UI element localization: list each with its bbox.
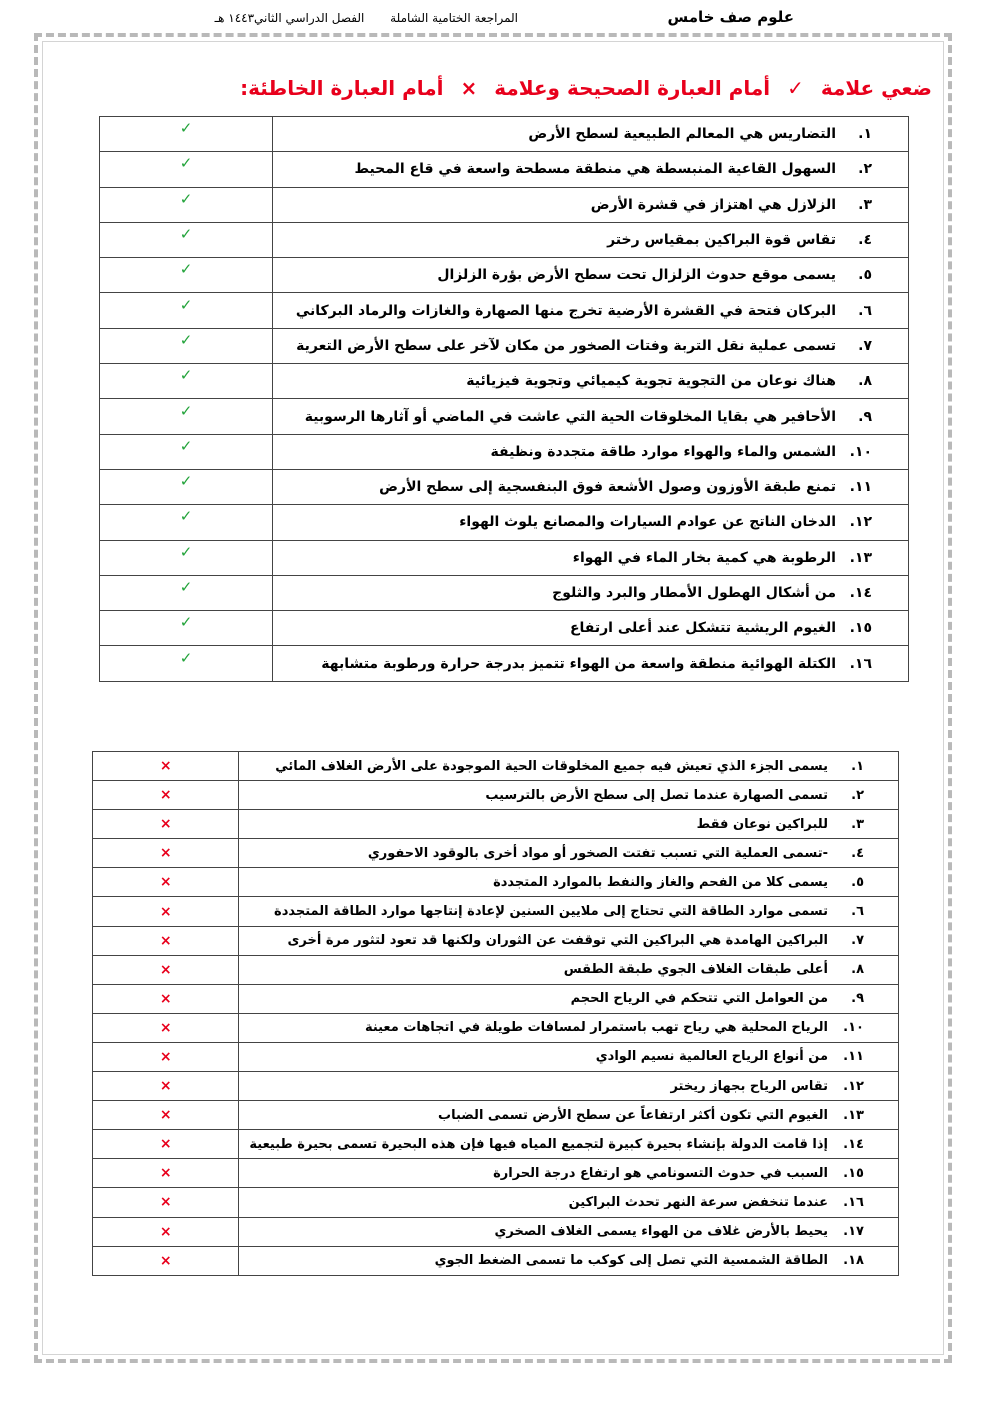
statement-cell [239,1159,899,1188]
statement-number: ١٠. [843,1020,864,1036]
statement-cell [239,1130,899,1159]
answer-cell [93,897,239,926]
statement-text: تسمى الصهارة عندما تصل إلى سطح الأرض بالترسيب [485,787,828,803]
answer-cell [100,187,273,222]
statement-row [93,1042,899,1071]
statement-number: ١٦. [849,655,872,672]
answer-cell [100,469,273,504]
cross-mark-icon: × [159,1223,172,1240]
statement-text: أعلى طبقات الغلاف الجوي طبقة الطقس [563,962,828,978]
statement-text: تقاس قوة البراكين بمقياس رختر [607,232,836,249]
statement-cell [239,1042,899,1071]
check-mark-icon: ✓ [179,436,193,455]
statement-row [100,540,909,575]
statement-number: ١٣. [849,549,872,566]
statement-row [100,364,909,399]
header-info [215,11,518,25]
statement-row [100,258,909,293]
statement-number: ٨. [858,373,872,390]
review-title: المراجعة الختامية الشاملة [390,11,518,25]
statement-row [100,187,909,222]
answer-cell [93,868,239,897]
answer-cell [93,752,239,781]
statement-number: ٧. [858,337,872,354]
statement-cell [239,1188,899,1217]
answer-cell [93,810,239,839]
statement-cell [273,187,909,222]
answer-cell [100,152,273,187]
answer-cell [93,1188,239,1217]
cross-mark-icon: × [159,1252,172,1269]
statement-row [100,434,909,469]
statement-cell [239,810,899,839]
statement-number: ١. [851,758,864,774]
statement-text: يسمى الجزء الذي تعيش فيه جميع المخلوقات الحية الموجودة على الأرض الغلاف المائي [275,758,828,774]
check-mark-icon: ✓ [179,401,193,420]
check-mark-icon: ✓ [179,507,193,526]
answer-cell [93,1101,239,1130]
term-label: الفصل الدراسي الثاني١٤٤٣ هـ [214,11,365,25]
statement-cell [273,540,909,575]
statement-cell [273,469,909,504]
statement-text: البركان فتحة في القشرة الأرضية تخرج منها الصهارة والغازات والرماد البركاني [295,302,836,319]
statement-text: الزلازل هي اهتزاز في قشرة الأرض [590,196,836,213]
cross-mark-icon: × [159,990,172,1007]
answer-cell [100,505,273,540]
statement-number: ١٥. [843,1165,864,1181]
statement-row [93,1217,899,1246]
statement-cell [239,1217,899,1246]
statement-row [100,222,909,257]
statement-cell [273,222,909,257]
statement-number: ٢. [851,787,864,803]
statement-text: يسمى كلا من الفحم والغاز والنفط بالموارد المتجددة [493,874,828,890]
statement-number: ٨. [851,962,864,978]
statement-row [93,839,899,868]
statement-row [93,926,899,955]
statement-text: تسمى عملية نقل التربة وفتات الصخور من مكان لآخر على سطح الأرض التعرية [296,337,836,354]
statement-text: الرياح المحلية هي رياح تهب باستمرار لمسافات طويلة في اتجاهات معينة [364,1020,828,1036]
answer-cell [93,1042,239,1071]
answer-cell [93,1246,239,1275]
statement-text: هناك نوعان من التجوية تجوية كيميائي وتجوية فيزيائية [466,373,836,390]
statement-number: ١٣. [843,1107,864,1123]
statement-number: ١٤. [849,585,872,601]
statement-text: للبراكين نوعان فقط [696,816,828,832]
statement-text: الغيوم التي تكون أكثر ارتفاعاً عن سطح الأرض تسمى الضباب [438,1107,828,1123]
statement-number: ٦. [858,302,872,319]
check-mark-icon: ✓ [179,366,193,385]
statement-number: ١٤. [843,1136,864,1152]
statement-cell [273,293,909,328]
statement-text: البراكين الهامدة هي البراكين التي توقفت عن الثوران ولكنها قد تعود لتثور مرة أخرى [287,933,828,949]
statement-text: إذا قامت الدولة بإنشاء بحيرة كبيرة لتجميع المياه فيها فإن هذه البحيرة تسمى بحيرة طبيعية [249,1136,828,1152]
statement-cell [239,984,899,1013]
statement-row [100,611,909,646]
statement-cell [273,575,909,610]
cross-symbol-icon: × [460,76,478,100]
statement-number: ٤. [858,232,872,249]
statement-number: ٦. [851,904,864,920]
answer-cell [100,611,273,646]
statement-text: من العوامل التي تتحكم في الرياح الحجم [570,991,828,1007]
statement-cell [239,1246,899,1275]
statement-number: ١٢. [849,514,872,531]
answer-cell [93,984,239,1013]
statement-cell [239,926,899,955]
instruction-part3: أمام العبارة الخاطئة: [240,76,444,100]
statement-row [100,293,909,328]
statement-cell [239,868,899,897]
cross-mark-icon: × [159,816,172,833]
statement-text: عندما تنخفض سرعة النهر تحدث البراكين [568,1194,828,1210]
instruction [240,76,932,100]
cross-mark-icon: × [159,758,172,775]
check-mark-icon: ✓ [179,189,193,208]
answer-cell [100,117,273,152]
statement-row [93,1130,899,1159]
statement-row [93,897,899,926]
statement-row [100,152,909,187]
cross-mark-icon: × [159,787,172,804]
check-mark-icon: ✓ [179,472,193,491]
statement-text: من أشكال الهطول الأمطار والبرد والثلوج [552,585,836,601]
statement-number: ١. [858,126,872,143]
statement-number: ١٥. [849,620,872,637]
statement-cell [239,1072,899,1101]
check-mark-icon: ✓ [179,225,193,244]
check-mark-icon: ✓ [179,613,193,632]
cross-mark-icon: × [159,961,172,978]
statement-row [93,1101,899,1130]
statement-row [93,868,899,897]
statement-text: يسمى موقع حدوث الزلزال تحت سطح الأرض بؤرة الزلزال [437,267,836,284]
statement-number: ٣. [851,816,864,832]
cross-mark-icon: × [159,1136,172,1153]
statement-row [93,1246,899,1275]
statement-cell [239,897,899,926]
statement-number: ١٦. [843,1194,864,1210]
answer-cell [100,293,273,328]
true-statements-table [99,116,909,682]
statement-row [93,1159,899,1188]
statement-row [93,1013,899,1042]
statement-number: ٥. [851,874,864,890]
statement-text: السهول القاعية المنبسطة هي منطقة مسطحة واسعة في قاع المحيط [354,161,836,178]
statement-text: الشمس والماء والهواء موارد طاقة متجددة ونظيفة [490,443,836,460]
answer-cell [100,434,273,469]
check-mark-icon: ✓ [179,119,193,138]
answer-cell [93,1159,239,1188]
statement-text: الطاقة الشمسية التي تصل إلى كوكب ما تسمى الضغط الجوي [434,1253,828,1269]
statement-cell [273,328,909,363]
answer-cell [93,839,239,868]
answer-cell [93,1130,239,1159]
statement-row [93,1188,899,1217]
statement-cell [273,152,909,187]
statement-number: ٧. [851,933,864,949]
statement-number: ٩. [851,991,864,1007]
answer-cell [93,781,239,810]
statement-row [100,399,909,434]
statement-text: الدخان الناتج عن عوادم السيارات والمصانع يلوث الهواء [459,514,836,531]
statement-number: ٤. [851,845,864,861]
statement-number: ١٢. [843,1078,864,1094]
check-symbol-icon: ✓ [787,76,804,100]
check-mark-icon: ✓ [179,260,193,279]
statement-number: ٩. [858,408,872,425]
statement-number: ١٧. [843,1224,864,1240]
check-mark-icon: ✓ [179,295,193,314]
cross-mark-icon: × [159,845,172,862]
statement-cell [273,611,909,646]
cross-mark-icon: × [159,1194,172,1211]
cross-mark-icon: × [159,1107,172,1124]
statement-cell [273,364,909,399]
answer-cell [100,540,273,575]
statement-text: الغيوم الريشية تتشكل عند أعلى ارتفاع [569,620,836,637]
cross-mark-icon: × [159,903,172,920]
statement-cell [273,505,909,540]
statement-row [93,810,899,839]
statement-text: السبب في حدوث التسونامي هو ارتفاع درجة الحرارة [493,1165,828,1181]
check-mark-icon: ✓ [179,648,193,667]
cross-mark-icon: × [159,1165,172,1182]
statement-row [100,646,909,681]
answer-cell [100,328,273,363]
statement-number: ١١. [843,1049,864,1065]
cross-mark-icon: × [159,1048,172,1065]
statement-cell [239,1101,899,1130]
statement-cell [273,434,909,469]
answer-cell [93,1217,239,1246]
statement-cell [273,399,909,434]
statement-text: تسمى موارد الطاقة التي تحتاج إلى ملايين السنين لإعادة إنتاجها موارد الطاقة المتجددة [274,904,828,920]
statement-cell [239,1013,899,1042]
statement-text: التضاريس هي المعالم الطبيعية لسطح الأرض [528,126,836,143]
statement-row [93,955,899,984]
false-statements-table [92,751,899,1276]
statement-row [100,469,909,504]
statement-row [93,1072,899,1101]
statement-number: ١٠. [849,443,872,460]
check-mark-icon: ✓ [179,330,193,349]
answer-cell [100,646,273,681]
subject-title: علوم صف خامس [667,8,794,26]
cross-mark-icon: × [159,874,172,891]
statement-number: ١٨. [843,1253,864,1269]
answer-cell [100,399,273,434]
answer-cell [100,575,273,610]
statement-row [93,984,899,1013]
statement-cell [239,839,899,868]
answer-cell [93,926,239,955]
check-mark-icon: ✓ [179,542,193,561]
answer-cell [93,1072,239,1101]
statement-text: من أنواع الرياح العالمية نسيم الوادي [595,1049,828,1065]
statement-text: يحيط بالأرض غلاف من الهواء يسمى الغلاف الصخري [494,1224,828,1240]
statement-text: تمنع طبقة الأوزون وصول الأشعة فوق البنفسجية إلى سطح الأرض [379,479,836,496]
answer-cell [100,222,273,257]
answer-cell [93,955,239,984]
statement-row [100,575,909,610]
statement-row [93,781,899,810]
statement-number: ٥. [858,267,872,284]
statement-text: الأحافير هي بقايا المخلوقات الحية التي عاشت في الماضي أو آثارها الرسوبية [304,408,836,425]
statement-cell [273,117,909,152]
statement-text: -تسمى العملية التي تسبب تفتت الصخور أو مواد أخرى بالوقود الاحفوري [367,845,828,861]
answer-cell [100,258,273,293]
instruction-part2: أمام العبارة الصحيحة وعلامة [494,76,771,100]
statement-text: الرطوبة هي كمية بخار الماء في الهواء [572,549,836,566]
instruction-part1: ضعي علامة [820,76,932,100]
cross-mark-icon: × [159,1078,172,1095]
answer-cell [100,364,273,399]
answer-cell [93,1013,239,1042]
cross-mark-icon: × [159,932,172,949]
statement-cell [239,752,899,781]
statement-cell [273,646,909,681]
statement-text: الكتلة الهوائية منطقة واسعة من الهواء تتميز بدرجة حرارة ورطوبة متشابهة [321,655,836,672]
statement-number: ٣. [858,196,872,213]
statement-cell [239,955,899,984]
statement-row [100,117,909,152]
statement-cell [273,258,909,293]
check-mark-icon: ✓ [179,578,193,596]
statement-row [100,505,909,540]
statement-number: ٢. [858,161,872,178]
statement-number: ١١. [849,479,872,496]
cross-mark-icon: × [159,1019,172,1036]
statement-text: تقاس الرياح بجهاز ريختر [670,1078,828,1094]
check-mark-icon: ✓ [179,154,193,173]
statement-row [93,752,899,781]
statement-cell [239,781,899,810]
statement-row [100,328,909,363]
